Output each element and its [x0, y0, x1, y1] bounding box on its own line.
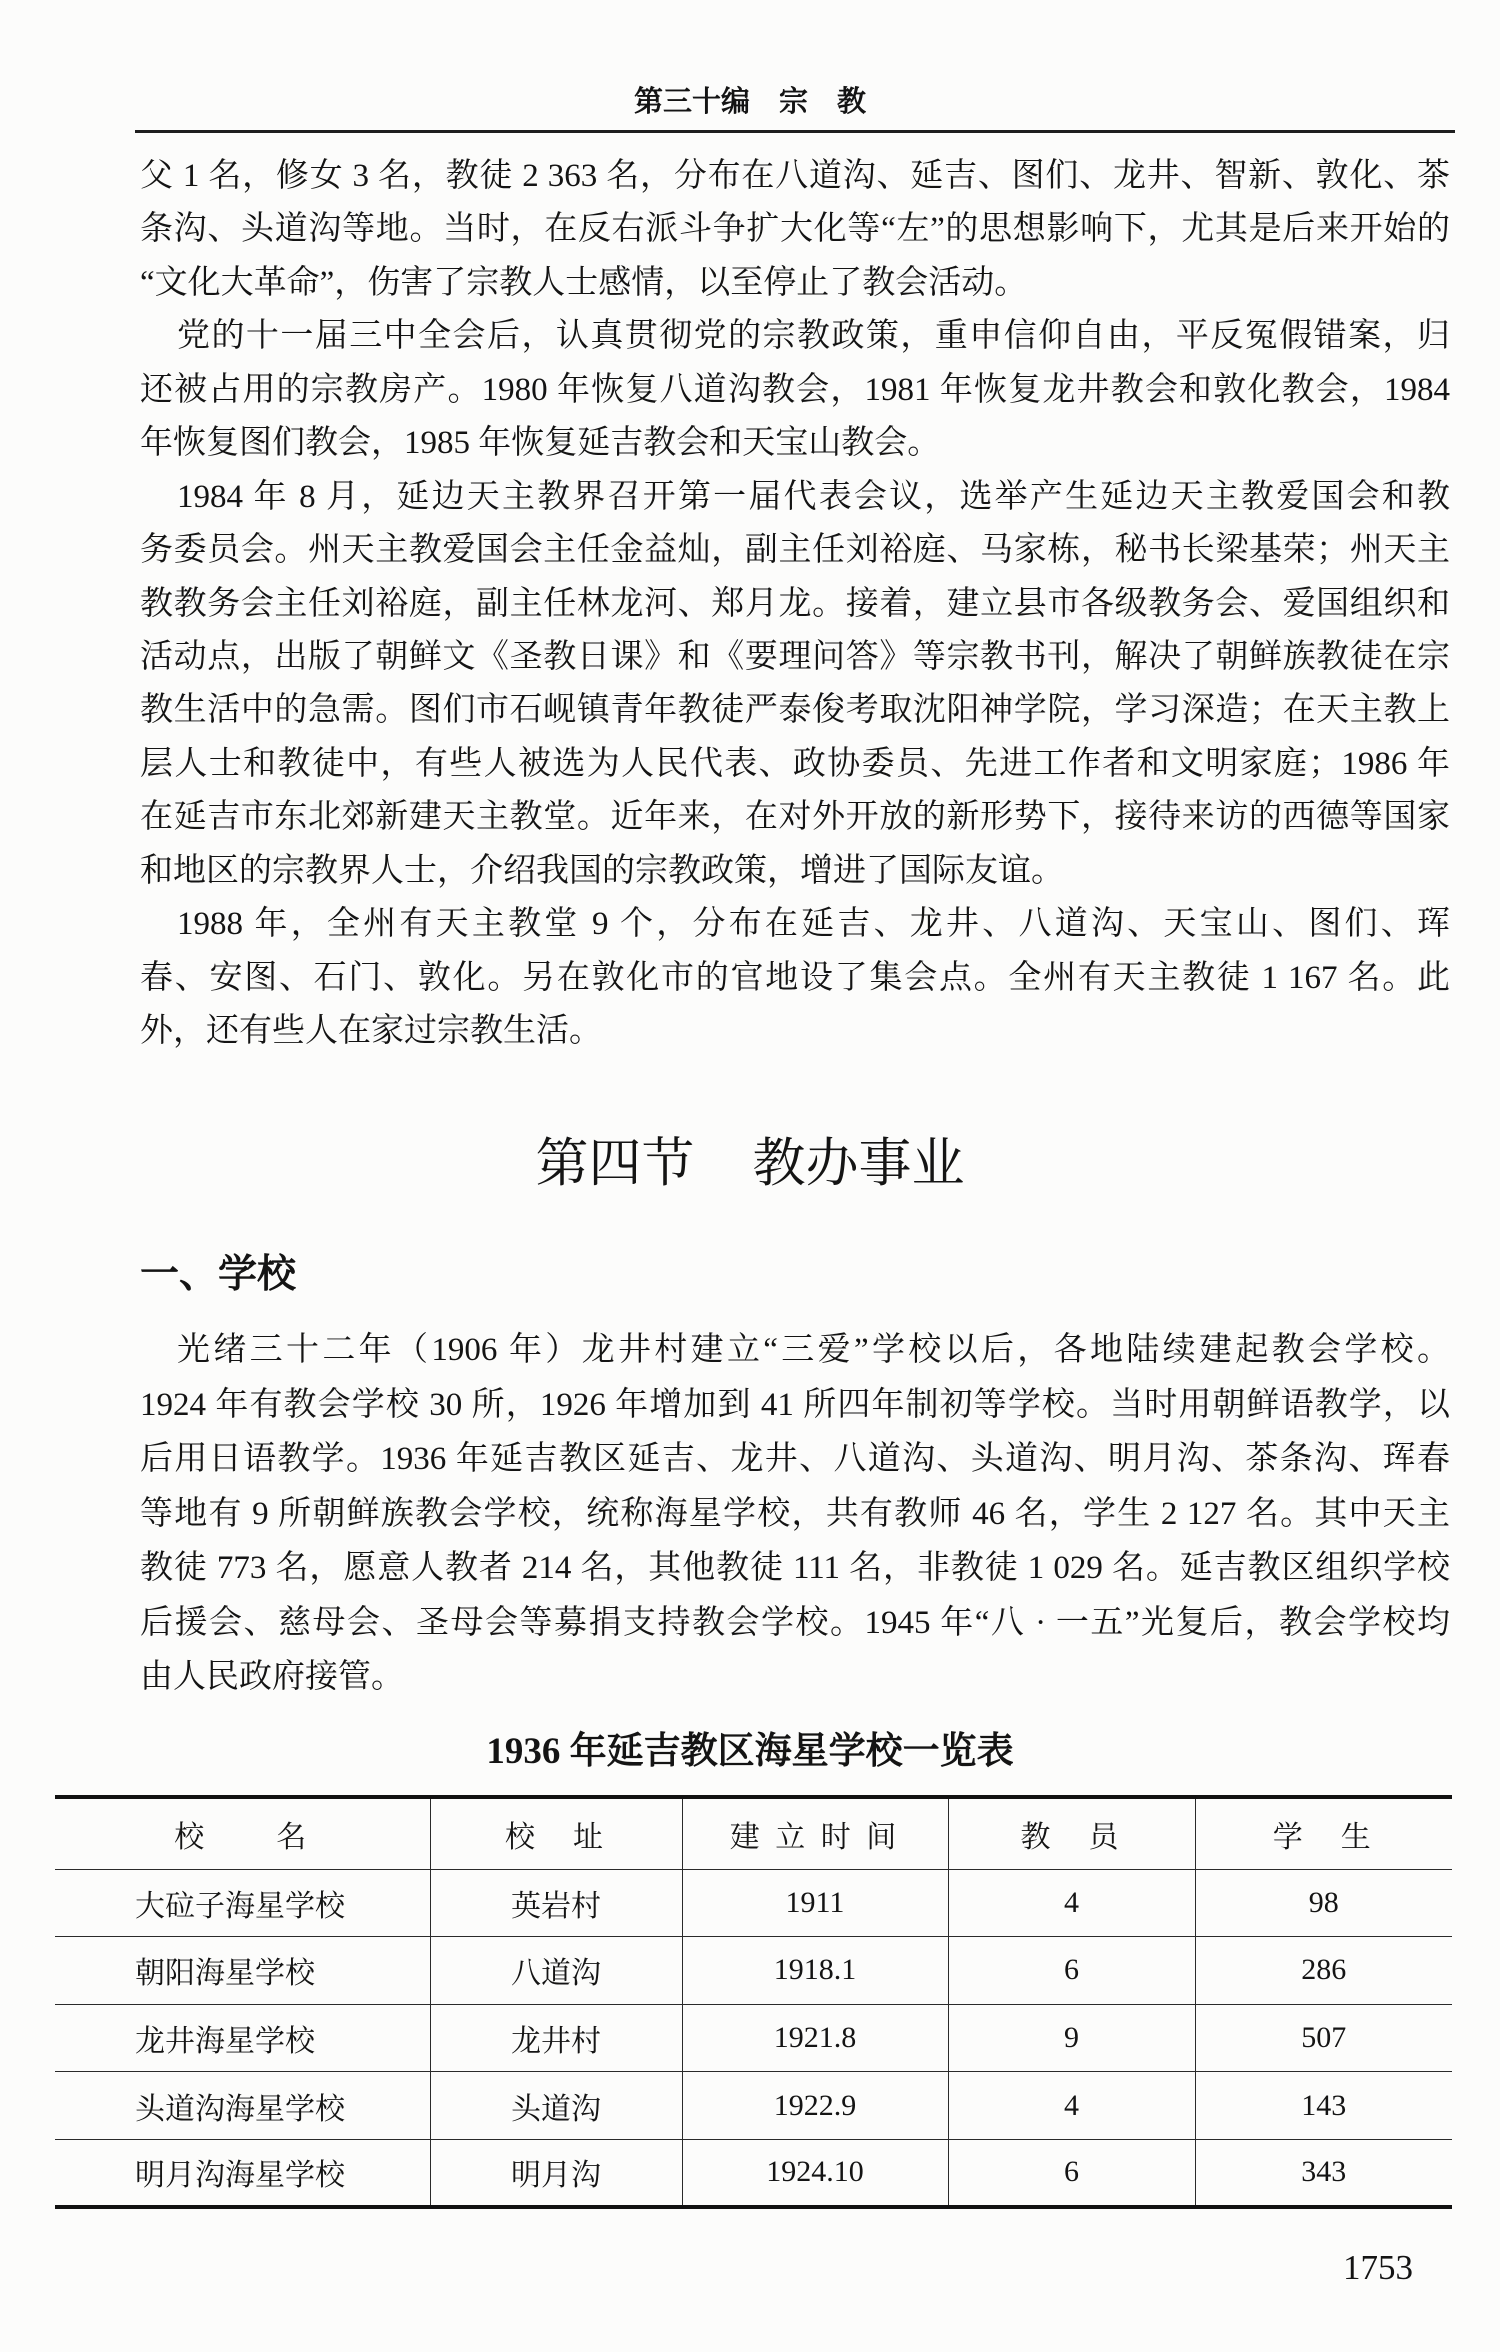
table-row [55, 1937, 1452, 2005]
column-header-school-name: 校 名 [55, 1797, 430, 1869]
paragraph-line: 和地区的宗教界人士，介绍我国的宗教政策，增进了国际友谊。 [140, 852, 1064, 889]
paragraph [140, 150, 1450, 310]
teachers-cell: 6 [948, 2139, 1195, 2207]
school-name-cell: 明月沟海星学校 [55, 2139, 430, 2207]
teachers-cell: 4 [948, 1869, 1195, 1937]
location-cell: 头道沟 [430, 2072, 682, 2140]
section-number: 第四节 [535, 1135, 695, 1193]
teachers-cell: 6 [948, 1937, 1195, 2005]
paragraph-line: 务委员会。州天主教爱国会主任金益灿，副主任刘裕庭、马家栋，秘书长梁基荣；州天主 [140, 532, 1450, 569]
paragraph [140, 1323, 1450, 1705]
column-header-founded: 建 立 时 间 [682, 1797, 948, 1869]
paragraph-line: 等地有 9 所朝鲜族教会学校，统称海星学校，共有教师 46 名，学生 2 127 名。其中天主 [140, 1495, 1450, 1532]
paragraph [140, 310, 1450, 470]
students-cell: 98 [1195, 1869, 1452, 1937]
body-text [140, 150, 1450, 1058]
header-rule [135, 130, 1455, 133]
column-header-location: 校 址 [430, 1797, 682, 1869]
paragraph-line: “文化大革命”，伤害了宗教人士感情，以至停止了教会活动。 [140, 264, 1028, 301]
paragraph-line: 教教务会主任刘裕庭，副主任林龙河、郑月龙。接着，建立县市各级教务会、爱国组织和 [140, 585, 1450, 622]
paragraph [140, 471, 1450, 899]
table-row [55, 2004, 1452, 2072]
location-cell: 英岩村 [430, 1869, 682, 1937]
table-header-row [55, 1797, 1452, 1869]
table-row [55, 2139, 1452, 2207]
school-name-cell: 大砬子海星学校 [55, 1869, 430, 1937]
location-cell: 龙井村 [430, 2004, 682, 2072]
section-heading [0, 1132, 1500, 1196]
subsection-heading: 一、学校 [140, 1253, 297, 1296]
table-title: 1936 年延吉教区海星学校一览表 [486, 1731, 1014, 1772]
paragraph-line: 父 1 名，修女 3 名，教徒 2 363 名，分布在八道沟、延吉、图们、龙井、智新、敦化、茶 [140, 158, 1450, 194]
paragraph-line: 1988 年，全州有天主教堂 9 个，分布在延吉、龙井、八道沟、天宝山、图们、珲 [177, 906, 1450, 943]
students-cell: 286 [1195, 1937, 1452, 2005]
table-row [55, 2072, 1452, 2140]
paragraph-line: 在延吉市东北郊新建天主教堂。近年来，在对外开放的新形势下，接待来访的西德等国家 [140, 799, 1450, 836]
section-title: 教办事业 [752, 1135, 965, 1193]
column-header-teachers: 教 员 [948, 1797, 1195, 1869]
students-cell: 143 [1195, 2072, 1452, 2140]
location-cell: 明月沟 [430, 2139, 682, 2207]
paragraph-line: 春、安图、石门、敦化。另在敦化市的官地设了集会点。全州有天主教徒 1 167 名。此 [140, 959, 1450, 996]
paragraph-line: 由人民政府接管。 [140, 1659, 404, 1695]
paragraph-line: 外，还有些人在家过宗教生活。 [140, 1013, 602, 1049]
paragraph-line: 条沟、头道沟等地。当时，在反右派斗争扩大化等“左”的思想影响下，尤其是后来开始的 [140, 211, 1450, 248]
body-text [140, 1323, 1450, 1705]
teachers-cell: 9 [948, 2004, 1195, 2072]
paragraph-line: 后援会、慈母会、圣母会等募捐支持教会学校。1945 年“八 · 一五”光复后，教会学校均 [140, 1604, 1450, 1641]
paragraph-line: 1984 年 8 月，延边天主教界召开第一届代表会议，选举产生延边天主教爱国会和教 [177, 478, 1450, 515]
paragraph-line: 教生活中的急需。图们市石岘镇青年教徒严泰俊考取沈阳神学院，学习深造；在天主教上 [140, 692, 1450, 729]
teachers-cell: 4 [948, 2072, 1195, 2140]
paragraph-line: 层人士和教徒中，有些人被选为人民代表、政协委员、先进工作者和文明家庭；1986 年 [140, 745, 1450, 782]
table-row [55, 1869, 1452, 1937]
running-head: 第三十编 宗 教 [633, 86, 866, 118]
founded-cell: 1911 [682, 1869, 948, 1937]
school-name-cell: 头道沟海星学校 [55, 2072, 430, 2140]
paragraph-line: 教徒 773 名，愿意人教者 214 名，其他教徒 111 名，非教徒 1 029 名。延吉教区组织学校 [140, 1550, 1450, 1586]
founded-cell: 1921.8 [682, 2004, 948, 2072]
paragraph-line: 活动点，出版了朝鲜文《圣教日课》和《要理问答》等宗教书刊，解决了朝鲜族教徒在宗 [140, 638, 1450, 675]
paragraph [140, 898, 1450, 1058]
students-cell: 507 [1195, 2004, 1452, 2072]
school-table [55, 1795, 1452, 2209]
paragraph-line: 后用日语教学。1936 年延吉教区延吉、龙井、八道沟、头道沟、明月沟、茶条沟、珲春 [140, 1441, 1450, 1477]
location-cell: 八道沟 [430, 1937, 682, 2005]
paragraph-line: 光绪三十二年（1906 年）龙井村建立“三爱”学校以后，各地陆续建起教会学校。 [177, 1332, 1450, 1368]
column-header-students: 学 生 [1195, 1797, 1452, 1869]
paragraph-line: 党的十一届三中全会后，认真贯彻党的宗教政策，重申信仰自由，平反冤假错案，归 [177, 318, 1450, 355]
founded-cell: 1922.9 [682, 2072, 948, 2140]
paragraph-line: 年恢复图们教会，1985 年恢复延吉教会和天宝山教会。 [140, 425, 941, 462]
paragraph-line: 1924 年有教会学校 30 所，1926 年增加到 41 所四年制初等学校。当时用朝鲜语教学，以 [140, 1386, 1450, 1423]
founded-cell: 1924.10 [682, 2139, 948, 2207]
students-cell: 343 [1195, 2139, 1452, 2207]
paragraph-line: 还被占用的宗教房产。1980 年恢复八道沟教会，1981 年恢复龙井教会和敦化教会，1984 [140, 371, 1450, 408]
page-number: 1753 [1343, 2248, 1413, 2287]
school-name-cell: 龙井海星学校 [55, 2004, 430, 2072]
founded-cell: 1918.1 [682, 1937, 948, 2005]
school-name-cell: 朝阳海星学校 [55, 1937, 430, 2005]
